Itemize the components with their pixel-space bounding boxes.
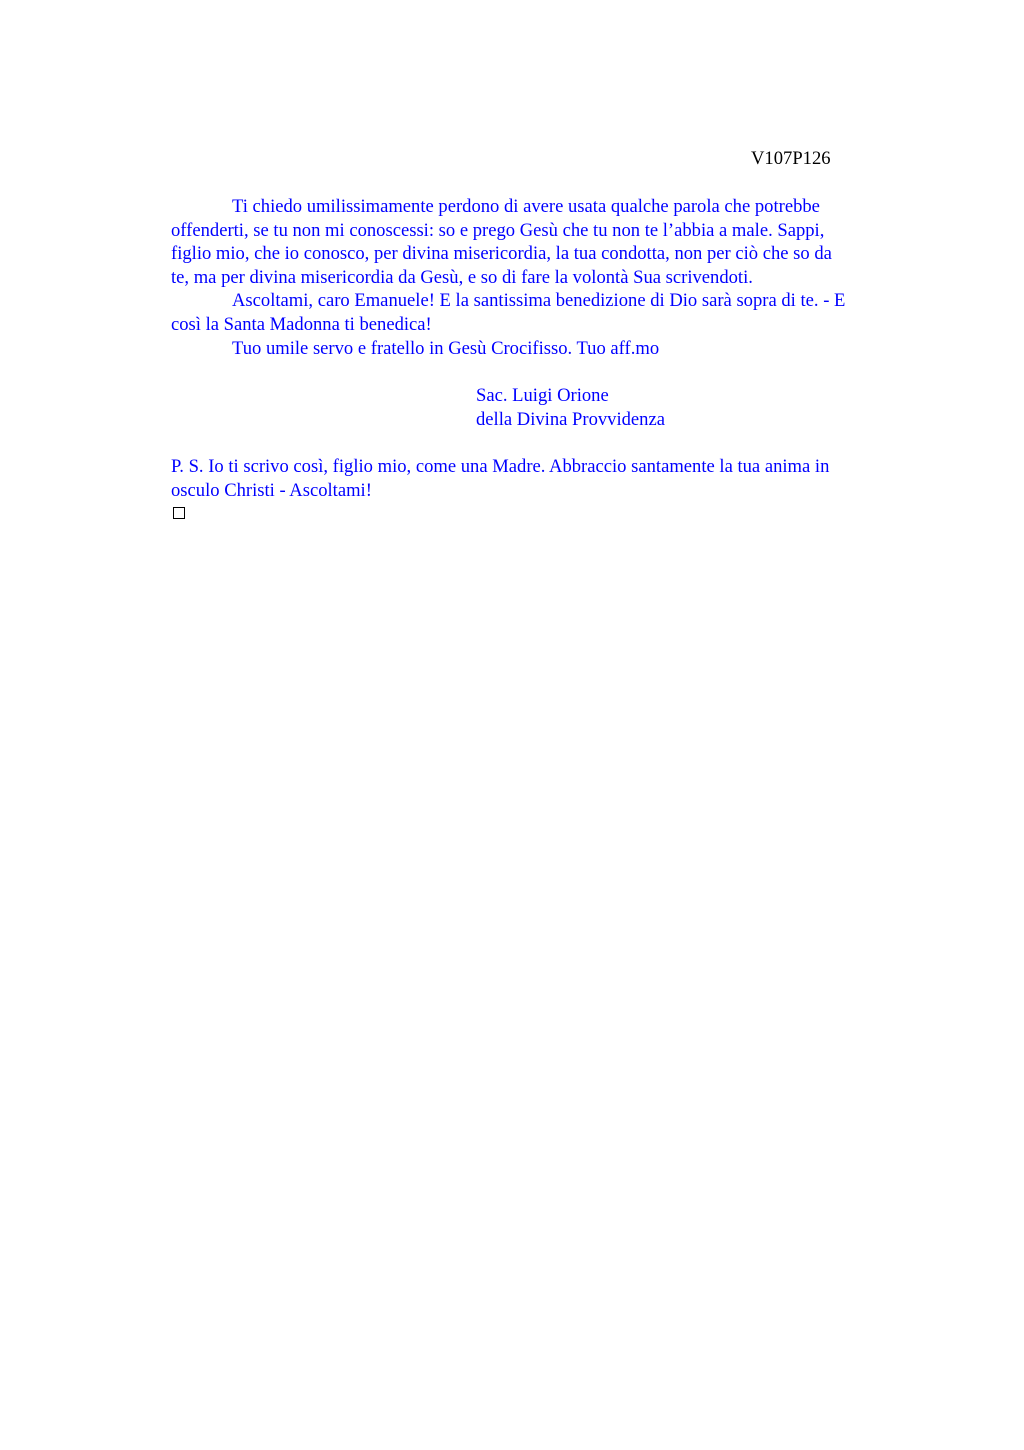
paragraph-1-line-2: offenderti, se tu non mi conoscessi: so e prego Gesù che tu non te l’abbia a male. Sappi, — [171, 219, 825, 241]
signature-block — [476, 384, 665, 431]
postscript-line-2: osculo Christi - Ascoltami! — [171, 479, 372, 501]
signature-name: Sac. Luigi Orione — [476, 385, 609, 406]
paragraph-2-line-1: Ascoltami, caro Emanuele! E la santissima benedizione di Dio sarà sopra di te. - E — [232, 290, 846, 312]
letter-body — [171, 195, 915, 360]
paragraph-2-line-2: così la Santa Madonna ti benedica! — [171, 313, 432, 335]
postscript-line-1: P. S. Io ti scrivo così, figlio mio, come una Madre. Abbraccio santamente la tua anima in — [171, 456, 830, 477]
signature-title: della Divina Provvidenza — [476, 408, 665, 430]
postscript — [171, 455, 829, 502]
paragraph-1-line-3: figlio mio, che io conosco, per divina misericordia, la tua condotta, non per ciò che so da — [171, 243, 832, 265]
paragraph-1-line-1: Ti chiedo umilissimamente perdono di avere usata qualche parola che potrebbe — [232, 196, 820, 217]
end-of-document-box-icon — [173, 507, 185, 519]
paragraph-3-line-1: Tuo umile servo e fratello in Gesù Crocifisso. Tuo aff.mo — [232, 337, 660, 359]
paragraph-1-line-4: te, ma per divina misericordia da Gesù, e so di fare la volontà Sua scrivendoti. — [171, 266, 753, 288]
page-reference: V107P126 — [751, 148, 831, 169]
